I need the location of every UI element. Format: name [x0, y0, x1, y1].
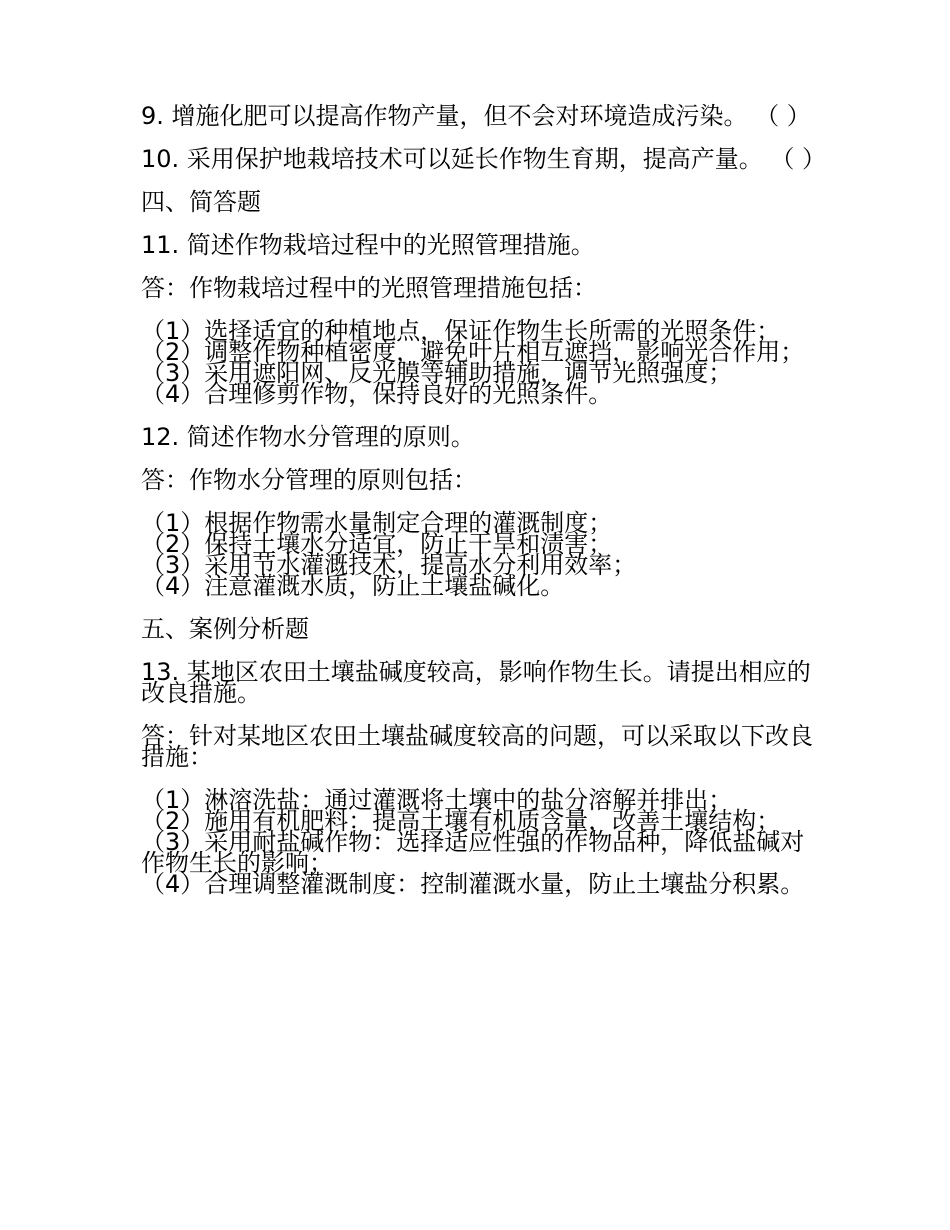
section-4-title: 四、简答题 — [141, 188, 261, 216]
list-item: （1）根据作物需水量制定合理的灌溉制度； — [141, 509, 613, 537]
question-13: 13. 某地区农田土壤盐碱度较高，影响作物生长。请提出相应的改良措施。 — [141, 658, 811, 707]
question-10: 10. 采用保护地栽培技术可以延长作物生育期，提高产量。 （ ） — [141, 145, 827, 173]
question-9: 9. 增施化肥可以提高作物产量，但不会对环境造成污染。 （ ） — [141, 102, 811, 130]
list-item: （2）调整作物种植密度，避免叶片相互遮挡，影响光合作用； — [141, 338, 805, 366]
list-item: （4）注意灌溉水质，防止土壤盐碱化。 — [141, 572, 565, 600]
list-item: （3）采用遮阳网、反光膜等辅助措施，调节光照强度； — [141, 359, 733, 387]
list-item: （4）合理修剪作物，保持良好的光照条件。 — [141, 380, 613, 408]
question-11: 11. 简述作物栽培过程中的光照管理措施。 — [141, 231, 595, 259]
list-item: （4）合理调整灌溉制度：控制灌溉水量，防止土壤盐分积累。 — [141, 870, 805, 898]
list-item: （1）选择适宜的种植地点，保证作物生长所需的光照条件； — [141, 317, 781, 345]
answer-11-intro: 答：作物栽培过程中的光照管理措施包括： — [141, 274, 597, 302]
list-item: （1）淋溶洗盐：通过灌溉将土壤中的盐分溶解并排出； — [141, 786, 733, 814]
section-5-title: 五、案例分析题 — [141, 615, 309, 643]
answer-12-list — [141, 509, 821, 600]
question-12: 12. 简述作物水分管理的原则。 — [141, 423, 475, 451]
list-item: （2）施用有机肥料：提高土壤有机质含量，改善土壤结构； — [141, 807, 781, 835]
answer-13-list — [141, 786, 821, 898]
list-item: （2）保持土壤水分适宜，防止干旱和渍害； — [141, 530, 613, 558]
document-body — [141, 102, 827, 917]
answer-11-list — [141, 317, 821, 408]
list-item: （3）采用节水灌溉技术，提高水分利用效率； — [141, 551, 637, 579]
answer-13-intro: 答：针对某地区农田土壤盐碱度较高的问题，可以采取以下改良措施： — [141, 722, 813, 771]
answer-12-intro: 答：作物水分管理的原则包括： — [141, 466, 477, 494]
list-item: （3）采用耐盐碱作物：选择适应性强的作物品种，降低盐碱对作物生长的影响； — [141, 828, 805, 877]
